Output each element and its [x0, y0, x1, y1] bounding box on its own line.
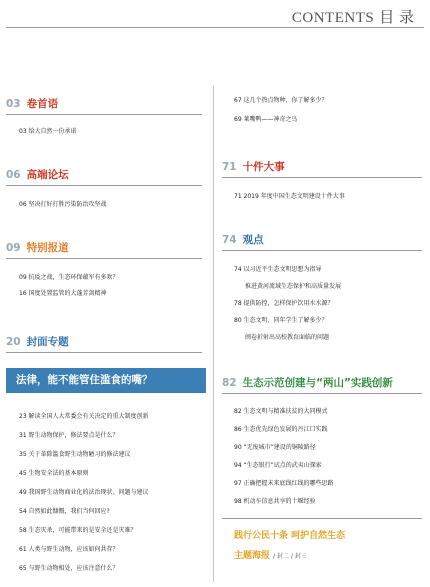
section-rule: [222, 250, 422, 251]
toc-item[interactable]: 03 给大自然一份承诺: [19, 128, 77, 135]
toc-item[interactable]: 61 人类与野生动物，应该如何共存？: [19, 546, 119, 553]
toc-item[interactable]: 71 2019 年度中国生态文明建设十件大事: [234, 193, 345, 200]
toc-item[interactable]: 16 国度处置监管的大蓬芳剑精神: [19, 290, 107, 297]
toc-item[interactable]: 90 “无废城市”建设的铜陵路径: [234, 444, 316, 451]
section-title: 观点: [242, 234, 264, 246]
poster-title: 主题海报: [234, 551, 271, 561]
section-number: 06: [6, 169, 21, 181]
toc-item[interactable]: 67 这几个热点物种，你了解多少？: [234, 97, 328, 104]
section-rule: [6, 258, 202, 259]
section-title: 卷首语: [26, 98, 59, 110]
toc-item[interactable]: 09 抗疫之战，生态环保蕴军有多欢？: [19, 274, 119, 281]
toc-item[interactable]: 82 生态文明与精准扶贫的大同模式: [234, 408, 328, 415]
footer-rule: [222, 518, 422, 519]
section-title: 十件大事: [242, 161, 285, 173]
toc-item[interactable]: 78 提供防控，怎样保护饮用水水源？: [234, 300, 334, 307]
toc-item[interactable]: 54 自然如此慷慨，我们当何回应?: [19, 508, 110, 515]
section-rule: [6, 185, 202, 186]
section-09-heading[interactable]: [6, 240, 69, 255]
section-number: 20: [6, 336, 21, 348]
section-rule: [6, 352, 202, 353]
toc-item[interactable]: 98 机动车信息共享的十堰经验: [234, 498, 316, 505]
section-title: 高端论坛: [26, 169, 69, 181]
toc-item[interactable]: 31 野生动物保护，修法要点是什么？: [19, 432, 119, 439]
toc-item[interactable]: 65 与野生动物相处，应该注意什么？: [19, 565, 119, 572]
section-rule: [6, 114, 202, 115]
section-03-heading[interactable]: [6, 96, 58, 111]
toc-item[interactable]: 58 生态灾杀，可能带来的是安全还是灾难？: [19, 527, 137, 534]
toc-item[interactable]: 45 生物安全法的基本原则: [19, 470, 89, 477]
section-number: 09: [6, 242, 21, 254]
toc-item[interactable]: 49 我国野生动物商业化的法治现状、问题与建议: [19, 489, 149, 496]
section-74-heading[interactable]: [222, 232, 264, 247]
column-divider: [213, 86, 214, 582]
toc-item[interactable]: 97 正确把握未来底线红线的哪些思路: [234, 480, 334, 487]
poster-pages: / 封二 / 封三: [273, 553, 307, 560]
section-06-heading[interactable]: [6, 167, 69, 182]
section-number: 74: [222, 234, 237, 246]
toc-item-continued[interactable]: 推进黄河流域生态保护和高质量发展: [245, 283, 342, 290]
toc-item[interactable]: 35 关于革除滥食野生动物陋习的修法建议: [19, 451, 131, 458]
toc-item[interactable]: 86 生态优先绿色发展的丹江口实践: [234, 426, 328, 433]
toc-item[interactable]: 69 莱嘴鸭——神奇之鸟: [234, 116, 298, 123]
section-number: 71: [222, 161, 237, 173]
cover-topic-banner[interactable]: 法律，能不能管住滥食的嘴？: [6, 368, 206, 393]
contents-title-en: CONTENTS: [291, 10, 375, 26]
contents-header: [292, 6, 414, 27]
section-82-heading[interactable]: [222, 375, 393, 390]
poster-slogan: 践行公民十条 呵护自然生态: [234, 531, 346, 541]
section-71-heading[interactable]: [222, 159, 285, 174]
toc-item[interactable]: 74 以习近平生态文明思想为指导: [234, 266, 322, 273]
section-number: 03: [6, 98, 21, 110]
section-title: 生态示范创建与“两山”实践创新: [242, 377, 393, 389]
section-rule: [222, 393, 422, 394]
poster-link[interactable]: [234, 548, 307, 561]
section-number: 82: [222, 377, 237, 389]
toc-item[interactable]: 94 “生态银行”试点的武夷山探索: [234, 462, 322, 469]
section-20-heading[interactable]: [6, 334, 69, 349]
section-rule: [222, 177, 422, 178]
toc-item[interactable]: 23 解读全国人大常委会有关决定的重大制度创新: [19, 413, 149, 420]
header-rule: [6, 27, 424, 28]
toc-item[interactable]: 06 坚决打好打胜污染防治攻坚战: [19, 201, 107, 208]
toc-item-continued[interactable]: 闽卷折射出高校教育面临的问题: [245, 334, 330, 341]
section-title: 封面专题: [26, 336, 69, 348]
contents-title-cn: 目 录: [379, 8, 414, 26]
toc-item[interactable]: 80 生态文明，同年学生了解多少？: [234, 317, 328, 324]
section-title: 特别报道: [26, 242, 69, 254]
